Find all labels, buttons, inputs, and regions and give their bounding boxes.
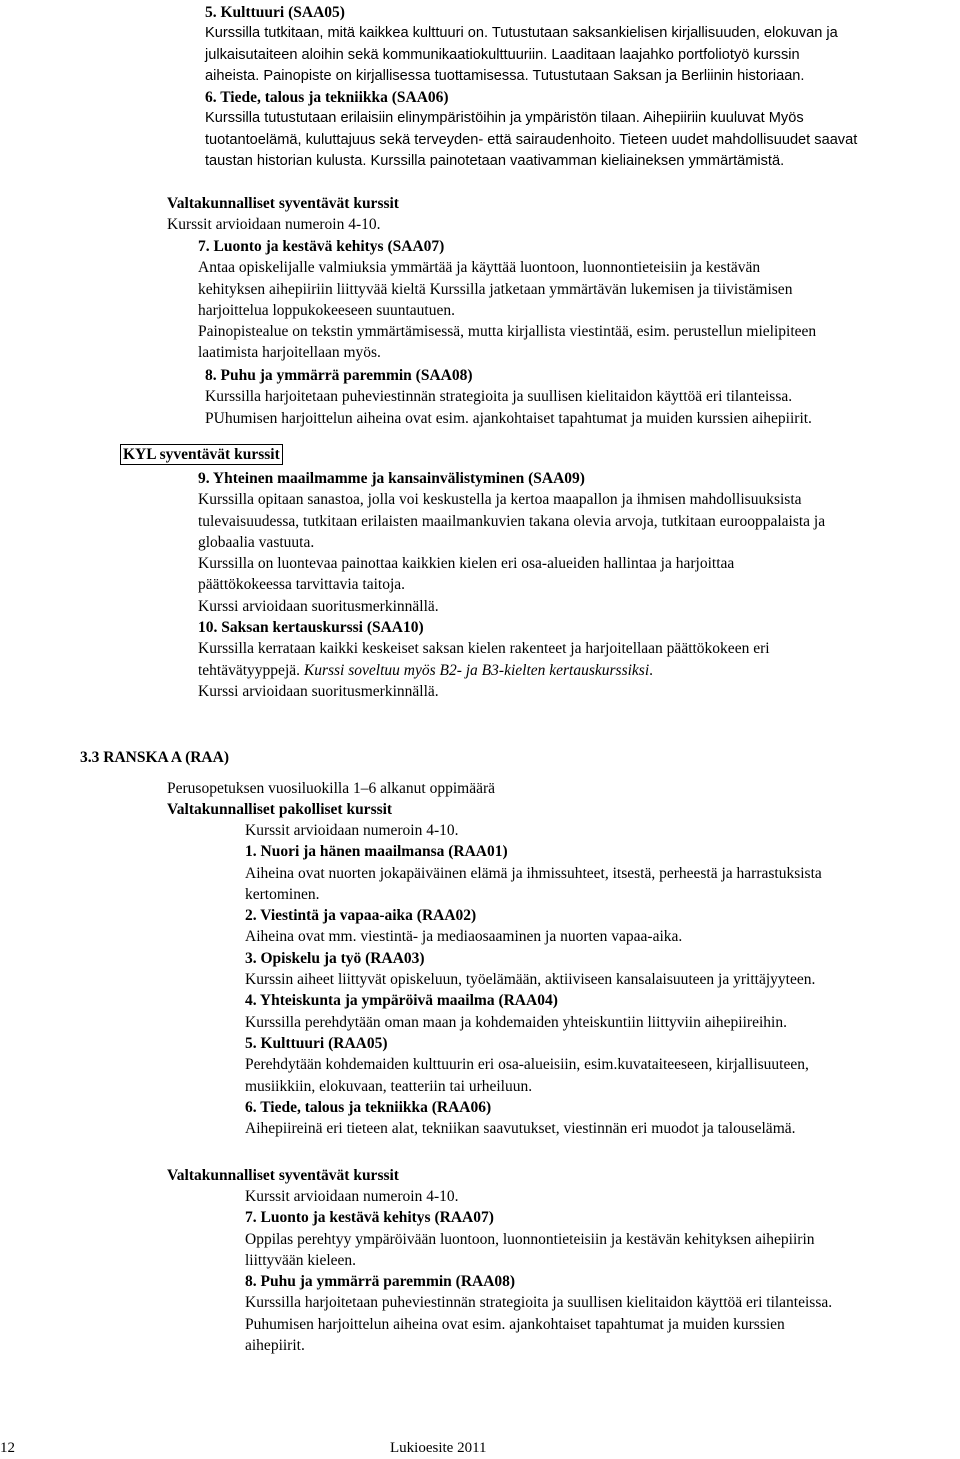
course-title-raa03: 3. Opiskelu ja työ (RAA03) xyxy=(245,949,425,967)
course-title-raa02: 2. Viestintä ja vapaa-aika (RAA02) xyxy=(245,907,477,925)
course-title-raa07: 7. Luonto ja kestävä kehitys (RAA07) xyxy=(245,1209,494,1227)
section-title-raa: 3.3 RANSKA A (RAA) xyxy=(80,749,229,766)
section-heading-deep: Valtakunnalliset syventävät kurssit xyxy=(167,195,399,212)
grading-note: Kurssit arvioidaan numeroin 4-10. xyxy=(245,1188,459,1205)
saa-deep-heading-block xyxy=(167,193,399,236)
course-title-saa10: 10. Saksan kertauskurssi (SAA10) xyxy=(198,619,424,637)
raa-section-title-block xyxy=(80,747,229,768)
course-title-raa04: 4. Yhteiskunta ja ympäröivä maailma (RAA04) xyxy=(245,992,558,1010)
course-title-saa06: 6. Tiede, talous ja tekniikka (SAA06) xyxy=(205,89,449,107)
course-title-raa05: 5. Kulttuuri (RAA05) xyxy=(245,1034,388,1052)
course-desc-saa06: Kurssilla tutustutaan erilaisiin elinympäristöihin ja ympäristön tilaan. Aihepiiriin kuuluvat Myös tuotantoelämä, kuluttajuus sekä terveyden- että sairaudenhoito. Tieteen uudet mahdollisuudet saavat taustan historian kulusta. Kurssilla painotetaan vaativamman kieliaineksen ymmärtämistä. xyxy=(205,110,858,170)
course-desc-saa05: Kurssilla tutkitaan, mitä kaikkea kulttuuri on. Tutustutaan saksankielisen kirjallisuuden, elokuvan ja julkaisutaiteen aloihin sekä kommunikaatiokulttuuriin. Laaditaan laajahko portfoliotyö kurssin aiheista. Painopiste on kirjallisessa tuottamisessa. Tutustutaan Saksan ja Berliinin historiaan. xyxy=(205,25,838,84)
course-title-saa07: 7. Luonto ja kestävä kehitys (SAA07) xyxy=(198,238,445,255)
raa-subtitle: Perusopetuksen vuosiluokilla 1–6 alkanut oppimäärä xyxy=(167,780,496,797)
course-saa08: 8. Puhu ja ymmärrä paremmin (SAA08) Kurssilla harjoitetaan puheviestinnän strategioita ja suullisen kielitaidon käyttöä eri tilanteissa. PUhumisen harjoittelun aiheina ovat esim. ajankohtaiset tapahtumat ja muiden kurssien aihepiirit. xyxy=(205,367,812,427)
course-saa07: 7. Luonto ja kestävä kehitys (SAA07) Antaa opiskelijalle valmiuksia ymmärtää ja käyttää luontoon, luonnontieteisiin ja kestävän kehityksen aihepiiriin liittyvää kieltä Kurssilla jatketaan ymmärtävän lukemisen ja tiivistämisen harjoittelua loppukokeeseen suuntautuen. Painopistealue on tekstin ymmärtämisessä, mutta kirjallista viestintää, esim. perustellun mielipiteen laatimista harjoitellaan myös. xyxy=(198,238,817,362)
grading-note: Kurssit arvioidaan numeroin 4-10. xyxy=(245,822,459,839)
page-number: 12 xyxy=(0,1440,15,1456)
raa-deep-heading-block xyxy=(167,1165,399,1186)
course-title-raa01: 1. Nuori ja hänen maailmansa (RAA01) xyxy=(245,843,508,861)
publication-name: Lukioesite 2011 xyxy=(390,1440,487,1456)
course-title-raa06: 6. Tiede, talous ja tekniikka (RAA06) xyxy=(245,1098,492,1116)
kyl-heading-block xyxy=(120,444,283,465)
kyl-heading: KYL syventävät kurssit xyxy=(120,444,283,465)
section-heading-mandatory: Valtakunnalliset pakolliset kurssit xyxy=(167,801,393,819)
kyl-courses: 9. Yhteinen maailmamme ja kansainvälistyminen (SAA09) Kurssilla opitaan sanastoa, jolla voi keskustella ja kertoa maapallon ja ihmisen mahdollisuuksista tulevaisuudessa, tutkitaan erilaisten maailmankuvien takana olevia arvoja, tutkitaan eurooppalaista ja globaalia vastuuta. Kurssilla on luontevaa painottaa kaikkien kielen eri osa-alueiden hallintaa ja harjoittaa päättökokeessa tarvittavia taitoja. Kurssi arvioidaan suoritusmerkinnällä. 10. Saksan kertauskurssi (SAA10) Kurssilla kerrataan kaikki keskeiset saksan kielen rakenteet ja harjoitellaan päättökokeen eri tehtävätyyppejä. Kurssi soveltuu myös B2- ja B3-kielten kertauskurssiksi. Kurssi arvioidaan suoritusmerkinnällä. xyxy=(198,470,826,700)
saa-top-section xyxy=(205,2,857,172)
course-title-raa08: 8. Puhu ja ymmärrä paremmin (RAA08) xyxy=(245,1273,516,1291)
course-title-saa05: 5. Kulttuuri (SAA05) xyxy=(205,4,345,21)
course-title-saa09: 9. Yhteinen maailmamme ja kansainvälistyminen (SAA09) xyxy=(198,470,585,487)
raa-mandatory-courses: Kurssit arvioidaan numeroin 4-10. 1. Nuori ja hänen maailmansa (RAA01) Aiheina ovat nuorten jokapäiväinen elämä ja ihmissuhteet, itsestä, perheestä ja harrastuksista kertominen. 2. Viestintä ja vapaa-aika (RAA02) Aiheina ovat mm. viestintä- ja mediaosaaminen ja nuorten vapaa-aika. 3. Opiskelu ja työ (RAA03) Kurssin aiheet liittyvät opiskeluun, työelämään, aktiiviseen kansalaisuuteen ja yrittäjyyteen. 4. Yhteiskunta ja ympäröivä maailma (RAA04) Kurssilla perehdytään oman maan ja kohdemaiden yhteiskuntiin liittyviin aihepiireihin. 5. Kulttuuri (RAA05) Perehdytään kohdemaiden kulttuurin eri osa-alueisiin, esim.kuvataiteeseen, kirjallisuuteen, musiikkiin, elokuvaan, teatteriin tai urheiluun. 6. Tiede, talous ja tekniikka (RAA06) Aihepiireinä eri tieteen alat, tekniikan saavutukset, viestinnän eri muodot ja talouselämä. xyxy=(245,822,822,1138)
section-heading-raa-deep: Valtakunnalliset syventävät kurssit xyxy=(167,1167,399,1184)
raa-deep-courses: Kurssit arvioidaan numeroin 4-10. 7. Luonto ja kestävä kehitys (RAA07) Oppilas perehtyy ympäröivään luontoon, luonnontieteisiin ja kestävän kehityksen aihepiirin liittyvään kieleen. 8. Puhu ja ymmärrä paremmin (RAA08) Kurssilla harjoitetaan puheviestinnän strategioita ja suullisen kielitaidon käyttöä eri tilanteissa. Puhumisen harjoittelun aiheina ovat esim. ajankohtaiset tapahtumat ja muiden kurssien aihepiirit. xyxy=(245,1188,833,1355)
raa-intro xyxy=(167,778,495,821)
course-title-saa08: 8. Puhu ja ymmärrä paremmin (SAA08) xyxy=(205,367,473,384)
grading-note: Kurssit arvioidaan numeroin 4-10. xyxy=(167,216,381,234)
